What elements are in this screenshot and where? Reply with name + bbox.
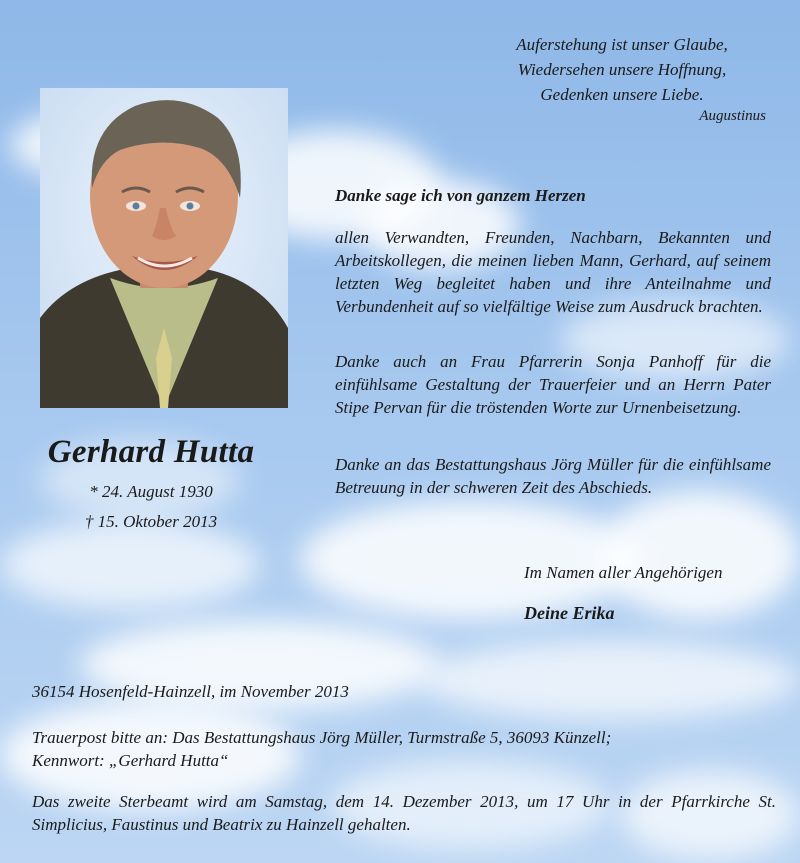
thanks-paragraph: Danke auch an Frau Pfarrerin Sonja Panhoff für die einfühlsame Gestaltung der Trauerfeier und an Herrn Pater Stipe Pervan für die tröstenden Worte zur Urnenbeisetzung. bbox=[335, 352, 771, 417]
deceased-name: Gerhard Hutta bbox=[47, 434, 255, 470]
portrait-photo bbox=[40, 88, 288, 408]
mail-line: Trauerpost bitte an: Das Bestattungshaus Jörg Müller, Turmstraße 5, 36093 Künzell; bbox=[32, 728, 612, 747]
mail-instructions bbox=[32, 726, 776, 772]
thanks-paragraph: allen Verwandten, Freunden, Nachbarn, Bekannten und Arbeitskollegen, die meinen lieben Mann, Gerhard, auf seinem letzten Weg begleitet haben und ihre Anteilnahme und Verbundenheit auf so vielfältige Weise zum Ausdruck brachten. bbox=[335, 228, 771, 316]
quote-line: Auferstehung ist unser Glaube, bbox=[516, 35, 728, 54]
quote-line: Gedenken unsere Liebe. bbox=[540, 85, 704, 104]
mass-notice: Das zweite Sterbeamt wird am Samstag, dem 14. Dezember 2013, um 17 Uhr in der Pfarrkirche St. Simplicius, Faustinus und Beatrix zu Hainzell gehalten. bbox=[32, 792, 776, 834]
quote-author: Augustinus bbox=[699, 108, 766, 124]
signature-line: Im Namen aller Angehörigen bbox=[524, 563, 723, 582]
mail-keyword: Kennwort: „Gerhard Hutta“ bbox=[32, 751, 229, 770]
birth-date: * 24. August 1930 bbox=[89, 482, 213, 501]
signature-name: Deine Erika bbox=[524, 603, 615, 623]
place-date: 36154 Hosenfeld-Hainzell, im November 2013 bbox=[32, 682, 349, 701]
quote-line: Wiedersehen unsere Hoffnung, bbox=[517, 60, 727, 79]
death-date: † 15. Oktober 2013 bbox=[84, 512, 218, 531]
thanks-headline: Danke sage ich von ganzem Herzen bbox=[335, 186, 586, 205]
bible-quote bbox=[462, 32, 782, 107]
thanks-paragraph: Danke an das Bestattungshaus Jörg Müller für die einfühlsame Betreuung in der schweren Zeit des Abschieds. bbox=[335, 455, 771, 497]
